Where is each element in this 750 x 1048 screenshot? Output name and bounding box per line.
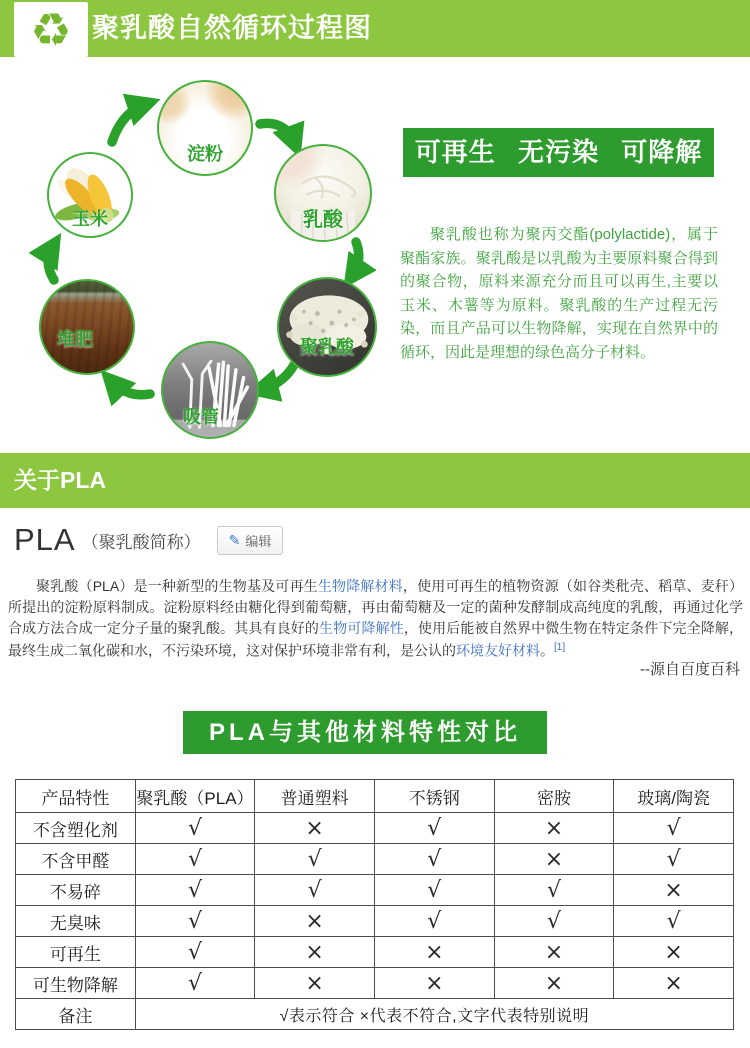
reference-link[interactable]: [1] [554, 642, 566, 654]
section-bar-about-pla [0, 453, 750, 508]
pencil-icon: ✎ [228, 531, 241, 548]
cycle-label-compost: 堆肥 [57, 329, 93, 349]
mark-cell: √ [135, 906, 255, 937]
pla-cycle-diagram [0, 70, 410, 455]
mark-cell: √ [614, 906, 734, 937]
comparison-table [15, 779, 734, 1030]
mark-cell: √ [135, 813, 255, 844]
mark-cell: × [255, 937, 375, 968]
feature-label: 不含甲醛 [16, 844, 136, 875]
mark-cell: √ [135, 844, 255, 875]
feature-label: 可生物降解 [16, 968, 136, 999]
cycle-label-straws: 吸管 [183, 407, 219, 427]
cycle-node-straws [161, 341, 259, 439]
arrow-straw-to-compost-icon [111, 381, 150, 395]
cycle-node-compost [39, 279, 135, 375]
mark-cell: × [614, 968, 734, 999]
mark-cell: √ [614, 844, 734, 875]
table-note-row [16, 999, 734, 1030]
cycle-node-pla-pellets [277, 277, 377, 377]
cycle-label-starch: 淀粉 [187, 144, 223, 164]
mark-cell: × [374, 937, 494, 968]
arrow-compost-to-corn-icon [48, 246, 54, 280]
mark-cell: √ [135, 937, 255, 968]
mark-cell: √ [374, 875, 494, 906]
column-header: 产品特性 [16, 780, 136, 813]
table-row [16, 813, 734, 844]
source-attribution: --源自百度百科 [640, 661, 740, 678]
cycle-label-pla: 聚乳酸 [300, 337, 354, 357]
recycle-icon [14, 2, 88, 57]
edit-button-label: 编辑 [245, 533, 272, 549]
link-eco-friendly-material[interactable]: 环境友好材料 [456, 643, 540, 660]
table-row [16, 844, 734, 875]
mark-cell: √ [374, 844, 494, 875]
link-biodegradability[interactable]: 生物可降解性 [319, 619, 404, 636]
arrow-starch-to-lactic-icon [260, 123, 295, 144]
mark-cell: × [255, 968, 375, 999]
mark-cell: √ [494, 875, 614, 906]
note-label: 备注 [16, 999, 136, 1030]
mark-cell: × [255, 813, 375, 844]
baike-seg1: 聚乳酸（PLA）是一种新型的生物基及可再生 [36, 578, 318, 594]
column-header: 玻璃/陶瓷 [614, 780, 734, 813]
comparison-banner: PLA与其他材料特性对比 [183, 711, 547, 754]
mark-cell: √ [255, 844, 375, 875]
mark-cell: × [614, 875, 734, 906]
section-title: 关于PLA [14, 467, 106, 493]
mark-cell: × [494, 968, 614, 999]
mark-cell: √ [374, 813, 494, 844]
mark-cell: × [494, 813, 614, 844]
baike-seg3: ，使用后能被自然界中微生物在特定条件下完全降解，最终生成二氧化碳和水，不污染环境，这对保护环境非常有利，是公认的 [8, 619, 744, 660]
link-biodegradable-material[interactable]: 生物降解材料 [317, 578, 403, 594]
mark-cell: × [374, 968, 494, 999]
mark-cell: √ [135, 875, 255, 906]
term-note: （聚乳酸简称） [81, 532, 201, 552]
baike-seg2: ，使用可再生的植物资源（如谷类秕壳、稻草、麦秆）所提出的淀粉原料制成。淀粉原料经由糖化得到葡萄糖，再由葡萄糖及一定的菌种发酵制成高纯度的乳酸，再通过化学合成方法合成一定分子量的聚乳酸。其具有良好的 [8, 578, 744, 636]
promo-paragraph: 聚乳酸也称为聚丙交酯(polylactide)，属于聚酯家族。聚乳酸是以乳酸为主要原料聚合得到的聚合物，原料来源充分而且可以再生,主要以玉米、木薯等为原料。聚乳酸的生产过程无污染，而且产品可以生物降解，实现在自然界中的循环，因此是理想的绿色高分子材料。 [400, 226, 718, 361]
page-title: 聚乳酸自然循环过程图 [92, 13, 372, 43]
feature-label: 不易碎 [16, 875, 136, 906]
column-header: 不锈钢 [374, 780, 494, 813]
table-row [16, 968, 734, 999]
column-header: 密胺 [494, 780, 614, 813]
table-row [16, 937, 734, 968]
cycle-node-lactic-acid [274, 144, 372, 242]
term-pla: PLA [14, 522, 76, 557]
table-row [16, 906, 734, 937]
term-row [14, 522, 283, 558]
promo-banner: 可再生 无污染 可降解 [403, 128, 714, 177]
feature-label: 可再生 [16, 937, 136, 968]
baike-paragraph [8, 576, 743, 662]
table-header-row [16, 780, 734, 813]
mark-cell: √ [374, 906, 494, 937]
column-header: 聚乳酸（PLA） [135, 780, 255, 813]
column-header: 普通塑料 [255, 780, 375, 813]
cycle-label-corn: 玉米 [72, 209, 108, 229]
cycle-node-starch [157, 80, 253, 176]
mark-cell: × [255, 906, 375, 937]
mark-cell: × [614, 937, 734, 968]
arrow-lactic-to-pla-icon [352, 242, 359, 276]
baike-seg4: 。 [540, 643, 554, 660]
recycle-glyph: ♻ [30, 3, 72, 56]
arrow-corn-to-starch-icon [112, 104, 146, 142]
feature-label: 无臭味 [16, 906, 136, 937]
pellets-image-icon [279, 279, 375, 375]
mark-cell: √ [255, 875, 375, 906]
cycle-label-lactic-acid: 乳酸 [303, 209, 343, 231]
mark-cell: × [494, 937, 614, 968]
mark-cell: × [494, 844, 614, 875]
header-bar [0, 0, 750, 57]
cycle-node-corn [47, 152, 133, 238]
mark-cell: √ [494, 906, 614, 937]
table-row [16, 875, 734, 906]
edit-button[interactable] [217, 526, 284, 555]
note-text: √表示符合 ×代表不符合,文字代表特别说明 [135, 999, 733, 1030]
mark-cell: √ [614, 813, 734, 844]
mark-cell: √ [135, 968, 255, 999]
feature-label: 不含塑化剂 [16, 813, 136, 844]
